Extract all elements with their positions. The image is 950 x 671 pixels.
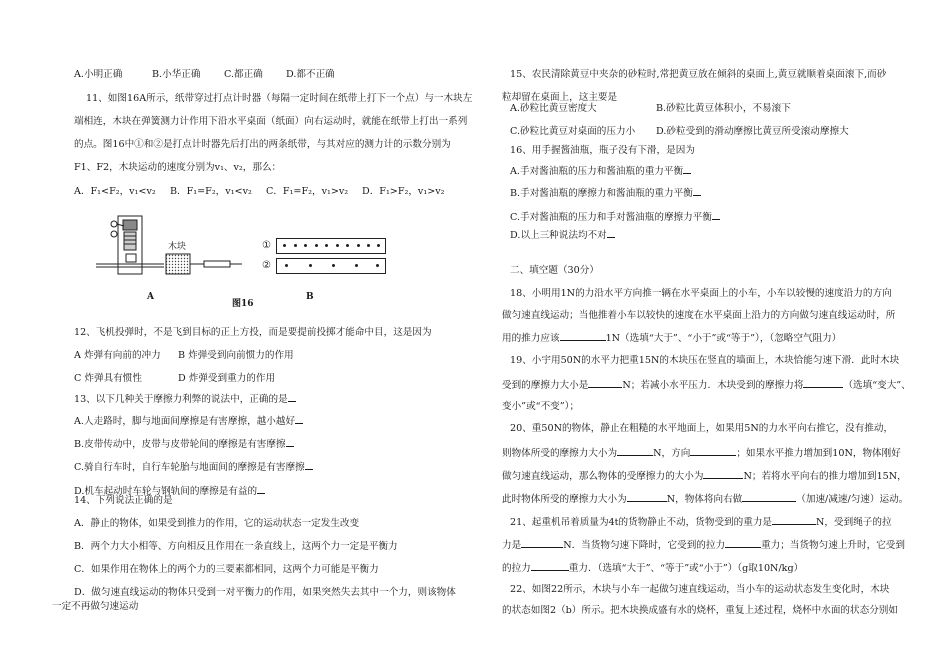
q15-option-c[interactable]: C.砂粒比黄豆对桌面的压力小	[510, 126, 636, 137]
q15-option-row-1	[510, 103, 791, 115]
section-2-heading: 二、填空题（30分）	[510, 265, 599, 276]
q15-option-row-2	[510, 126, 849, 138]
q11-option-a[interactable]: A．F₁<F₂，v₁<v₂	[74, 186, 156, 197]
strip-2-dot	[285, 264, 288, 267]
q11-option-c[interactable]: C．F₁=F₂，v₁>v₂	[266, 186, 349, 197]
q18-line-2: 做匀速直线运动；当他推着小车以较快的速度在水平桌面上沿力的方向做匀速直线运动时，所	[502, 310, 896, 321]
q13-option-a[interactable]: A.人走路时，脚与地面间摩擦是有害摩擦，越小越好	[74, 414, 303, 428]
q10-option-c[interactable]: C.都正确	[224, 69, 263, 80]
strip-2-label: ②	[262, 260, 271, 271]
strip-2-dot	[376, 264, 379, 267]
q16-option-c[interactable]: C.手对酱油瓶的压力和手对酱油瓶的摩擦力平衡	[510, 210, 720, 224]
q18-blank[interactable]	[560, 331, 606, 341]
q11-option-b[interactable]: B．F₁=F₂，v₁<v₂	[170, 186, 252, 197]
q12-option-d[interactable]: D 炸弹受到重力的作用	[178, 373, 276, 384]
q11-line-4: F1、F2，木块运动的速度分别为v₁、v₂，那么：	[74, 162, 282, 173]
q20-line-3: 做匀速直线运动，那么物体的受摩擦力的大小为 N；若将水平向右的推力增加到15N，	[502, 471, 907, 482]
q16-option-d[interactable]: D.以上三种说法均不对	[510, 228, 615, 242]
q21-blank-4[interactable]	[531, 561, 569, 571]
q15-option-a[interactable]: A.砂粒比黄豆密度大	[510, 103, 597, 114]
q12-stem: 12、飞机投弹时，不是飞到目标的正上方投，而是要提前投掷才能命中目，这是因为	[74, 327, 432, 338]
strip-1-dot	[294, 244, 297, 247]
q12-option-a-text: A 炸弹有向前的冲力	[74, 350, 161, 361]
q10-option-a[interactable]: A.小明正确	[74, 69, 123, 80]
strip-1-dot	[304, 244, 307, 247]
q15-option-b[interactable]: B.砂粒比黄豆体积小，不易滚下	[656, 103, 791, 114]
strip-1-dot	[315, 244, 318, 247]
block-label: 木块	[168, 242, 187, 252]
q19-line-3: 变小”或“不变”）；	[502, 401, 580, 412]
q19-line-2: 受到的摩擦力大小是 N；若减小水平压力．木块受到的摩擦力将 （选填“变大”、	[502, 380, 911, 391]
strip-2-dot	[332, 264, 335, 267]
q10-option-d[interactable]: D.都不正确	[286, 69, 335, 80]
q14-option-d-cont: 一定不再做匀速运动	[52, 601, 139, 612]
strip-1-dot	[346, 244, 349, 247]
q16-stem: 16、用手握酱油瓶，瓶子没有下滑，是因为	[510, 145, 695, 156]
q22-line-1: 22、如图22所示，木块与小车一起做匀速直线运动，当小车的运动状态发生变化时，木块	[510, 584, 890, 595]
q12-option-a[interactable]	[74, 350, 294, 362]
q21-line-3: 的拉力 重力．（选填“大于”、“等于”或“小于”）（g取10N/kg）	[502, 563, 804, 574]
q18-line-1: 18、小明用1N的力沿水平方向推一辆在水平桌面上的小车，小车以较慢的速度沿力的方向	[510, 288, 892, 299]
q20-blank-3[interactable]	[703, 469, 743, 479]
strip-1-dot	[325, 244, 328, 247]
q21-blank-3[interactable]	[725, 538, 761, 548]
paper-strip-1	[276, 238, 386, 254]
q11-line-1: 11、如图16A所示，纸带穿过打点计时器（每隔一定时间在纸带上打下一个点）与一木块左	[86, 93, 473, 104]
q12-option-c[interactable]	[74, 373, 275, 385]
strip-1-dot	[283, 244, 286, 247]
strip-2-dot	[309, 264, 312, 267]
q11-line-2: 端相连，木块在弹簧测力计作用下沿水平桌面（纸面）向右运动时，就能在纸带上打出一系列	[74, 116, 468, 127]
figure-16	[96, 212, 416, 308]
paper-strip-2	[276, 258, 386, 274]
q19-line-1: 19、小宇用50N的水平力把重15N的木块压在竖直的墙面上，木块恰能匀速下滑．此时木块	[510, 355, 900, 366]
q22-line-2: 的状态如图2（b）所示。把木块换成盛有水的烧杯，重复上述过程，烧杯中水面的状态分别如	[502, 605, 898, 616]
q15-option-d[interactable]: D.砂粒受到的滑动摩擦比黄豆所受滚动摩擦大	[656, 126, 849, 137]
q13-stem: 13、以下几种关于摩擦力利弊的说法中，正确的是	[74, 392, 296, 406]
q14-stem: 14、下列说法正确的是	[74, 495, 173, 506]
q11-option-d[interactable]: D．F₁>F₂，v₁>v₂	[362, 186, 445, 197]
figure-caption: 图16	[232, 299, 254, 309]
q19-blank-2[interactable]	[803, 378, 843, 388]
strip-2-dot	[355, 264, 358, 267]
strip-1-label: ①	[262, 240, 271, 251]
q20-blank-2[interactable]	[690, 446, 736, 456]
q20-blank-1[interactable]	[617, 446, 653, 456]
q21-line-2: 力是 N．当货物匀速下降时，它受到的拉力 重力；当货物匀速上升时，它受到	[502, 540, 905, 551]
strip-1-dot	[357, 244, 360, 247]
q20-line-1: 20、重50N的物体，静止在粗糙的水平地面上，如果用5N的力水平向右推它，没有推动，	[510, 423, 894, 434]
q21-blank-1[interactable]	[772, 515, 816, 525]
q16-option-b[interactable]: B.手对酱油瓶的摩擦力和酱油瓶的重力平衡	[510, 186, 701, 200]
q13-option-d[interactable]: D.机车起动时车轮与钢轨间的摩擦是有益的	[74, 484, 265, 498]
q21-line-1: 21、起重机吊着质量为4t的货物静止不动，货物受到的重力是 N，受到绳子的拉	[510, 517, 892, 528]
q14-option-a[interactable]: A．静止的物体，如果受到推力的作用，它的运动状态一定发生改变	[74, 518, 360, 529]
figure-label-a: A	[147, 292, 154, 302]
strip-1-dot	[336, 244, 339, 247]
q15-line-2: 粒却留在桌面上，这主要是	[502, 92, 618, 103]
q20-line-2: 则物体所受的摩擦力大小为 N，方向 ；如果水平推力增加到10N，物体刚好	[502, 448, 901, 459]
q13-option-c[interactable]: C.骑自行车时，自行车轮胎与地面间的摩擦是有害摩擦	[74, 460, 313, 474]
q20-blank-5[interactable]	[742, 492, 796, 502]
q12-option-c-text: C 炸弹具有惯性	[74, 373, 142, 384]
strip-1-dot	[377, 244, 380, 247]
q14-option-c[interactable]: C．如果作用在物体上的两个力的三要素都相同，这两个力可能是平衡力	[74, 564, 379, 575]
q11-options	[74, 186, 445, 198]
q18-line-3: 用的推力应该 1N（选填“大于”、“小于”或“等于”），（忽略空气阻力）	[502, 333, 842, 344]
q11-line-3: 的点。图16中①和②是打点计时器先后打出的两条纸带，与其对应的测力计的示数分别为	[74, 139, 451, 150]
q10-options	[74, 69, 335, 81]
strip-1-dot	[367, 244, 370, 247]
q15-line-1: 15、农民清除黄豆中夹杂的砂粒时,常把黄豆放在倾斜的桌面上,黄豆就顺着桌面滚下,而砂	[510, 69, 887, 80]
q16-option-a[interactable]: A.手对酱油瓶的压力和酱油瓶的重力平衡	[510, 164, 691, 178]
q20-blank-4[interactable]	[627, 492, 667, 502]
q21-blank-2[interactable]	[521, 538, 563, 548]
q10-option-b[interactable]: B.小华正确	[152, 69, 201, 80]
figure-label-b: B	[306, 292, 314, 302]
q14-option-d[interactable]: D．做匀速直线运动的物体只受到一对平衡力的作用，如果突然失去其中一个力，则该物体	[74, 587, 456, 598]
q20-line-4: 此时物体所受的摩擦力大小为 N，物体将向右做 （加速/减速/匀速）运动。	[502, 494, 909, 505]
q19-blank-1[interactable]	[588, 378, 622, 388]
q14-option-b[interactable]: B．两个力大小相等、方向相反且作用在一条直线上，这两个力一定是平衡力	[74, 541, 398, 552]
q12-option-b[interactable]: B 炸弹受到向前惯力的作用	[178, 350, 294, 361]
q13-option-b[interactable]: B.皮带传动中，皮带与皮带轮间的摩擦是有害摩擦	[74, 437, 294, 451]
